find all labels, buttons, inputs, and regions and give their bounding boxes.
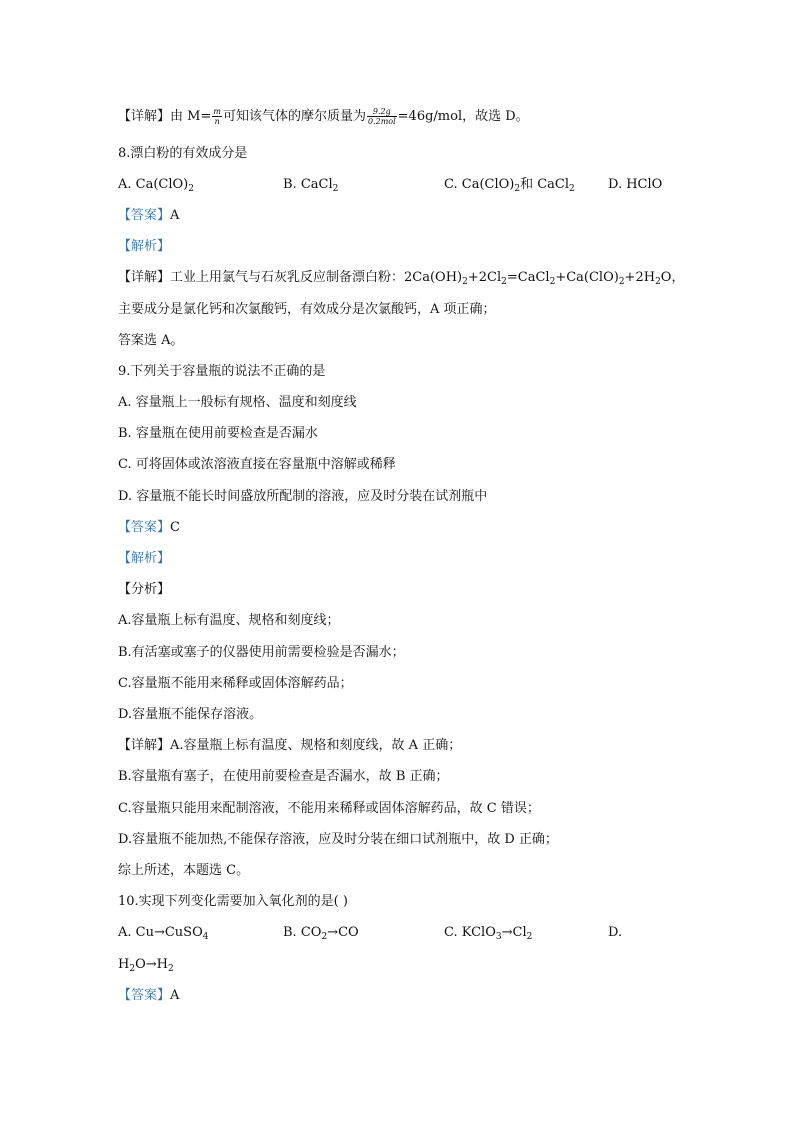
q7-detail-line [118,107,529,126]
detail-label: 【详解】 [118,109,171,124]
q10-option-b: B. $CO_2\to CO$ [283,925,359,942]
q7-detail-pre: 由 M= [170,109,212,124]
q8-answer [118,208,179,224]
answer-value: A [170,208,180,223]
q10-option-c: C. $KClO_3\to Cl_2$ [444,925,533,942]
answer-value: C [170,520,180,535]
q8-detail-line-1: 【详解】工业上用氯气与石灰乳反应制备漂白粉：$2Ca(OH)_2+2Cl_2=CaCl_2+Ca(ClO)_2+2H_2O$， [118,270,685,287]
q8-option-d: D. HClO [608,177,663,192]
fraction-mass-over-mol: $\frac{9.2g}{\text{0.2mol}}$ [367,107,396,126]
q9-fenxi-b: B.有活塞或塞子的仪器使用前需要检验是否漏水； [118,645,405,660]
q10-option-d-label: D. [608,925,623,940]
q9-detail-a: 【详解】A.容量瓶上标有温度、规格和刻度线，故 A 正确； [118,738,462,753]
q8-stem: 8.漂白粉的有效成分是 [118,146,248,161]
q8-option-b: B. CaCl$_2$ [283,177,339,194]
q8-option-c: C. $Ca(ClO)_2$和 CaCl$_2$ [444,177,575,194]
q9-option-d: D. 容量瓶不能长时间盛放所配制的溶液，应及时分装在试剂瓶中 [118,489,488,504]
detail-label: 【详解】 [118,270,171,285]
q7-detail-post: =46g/mol，故选 D。 [397,109,529,124]
q9-option-c: C. 可将固体或浓溶液直接在容量瓶中溶解或稀释 [118,457,396,472]
q10-answer [118,988,179,1004]
q10-option-a: A. Cu→CuSO$_4$ [118,925,209,942]
q9-analysis [118,551,170,567]
q9-fenxi-label: 【分析】 [118,582,171,597]
q9-fenxi-a: A.容量瓶上标有温度、规格和刻度线； [118,613,340,628]
q8-analysis [118,239,170,255]
q9-option-b: B. 容量瓶在使用前要检查是否漏水 [118,426,318,441]
q9-detail-c: C.容量瓶只能用来配制溶液，不能用来稀释或固体溶解药品，故 C 错误； [118,801,540,816]
answer-value: A [170,988,180,1003]
q7-detail-mid: 可知该气体的摩尔质量为 [222,109,366,124]
q10-stem: 10.实现下列变化需要加入氧化剂的是( ) [118,894,348,909]
q9-fenxi-d: D.容量瓶不能保存溶液。 [118,707,263,722]
q10-option-d: $H_2O\to H_2$ [118,957,174,974]
answer-label: 【答案】 [118,208,171,223]
q8-detail-line-3: 答案选 A。 [118,333,184,348]
q9-detail-d: D.容量瓶不能加热,不能保存溶液，应及时分装在细口试剂瓶中，故 D 正确； [118,832,558,847]
detail-label: 【详解】 [118,738,171,753]
q9-stem: 9.下列关于容量瓶的说法不正确的是 [118,364,326,379]
fraction-m-over-n: $\frac{m}{n}$ [213,107,221,126]
answer-label: 【答案】 [118,520,171,535]
q8-option-a: A. $Ca(ClO)_2$ [118,177,194,194]
q9-option-a: A. 容量瓶上一般标有规格、温度和刻度线 [118,395,357,410]
q9-answer [118,520,180,536]
analysis-label: 【解析】 [118,239,171,254]
q9-fenxi-c: C.容量瓶不能用来稀释或固体溶解药品； [118,676,353,691]
answer-label: 【答案】 [118,988,171,1003]
q8-detail-line-2: 主要成分是氯化钙和次氯酸钙，有效成分是次氯酸钙，A 项正确； [118,302,496,317]
q9-detail-b: B.容量瓶有塞子，在使用前要检查是否漏水，故 B 正确； [118,769,449,784]
analysis-label: 【解析】 [118,551,171,566]
q9-summary: 综上所述，本题选 C。 [118,863,250,878]
